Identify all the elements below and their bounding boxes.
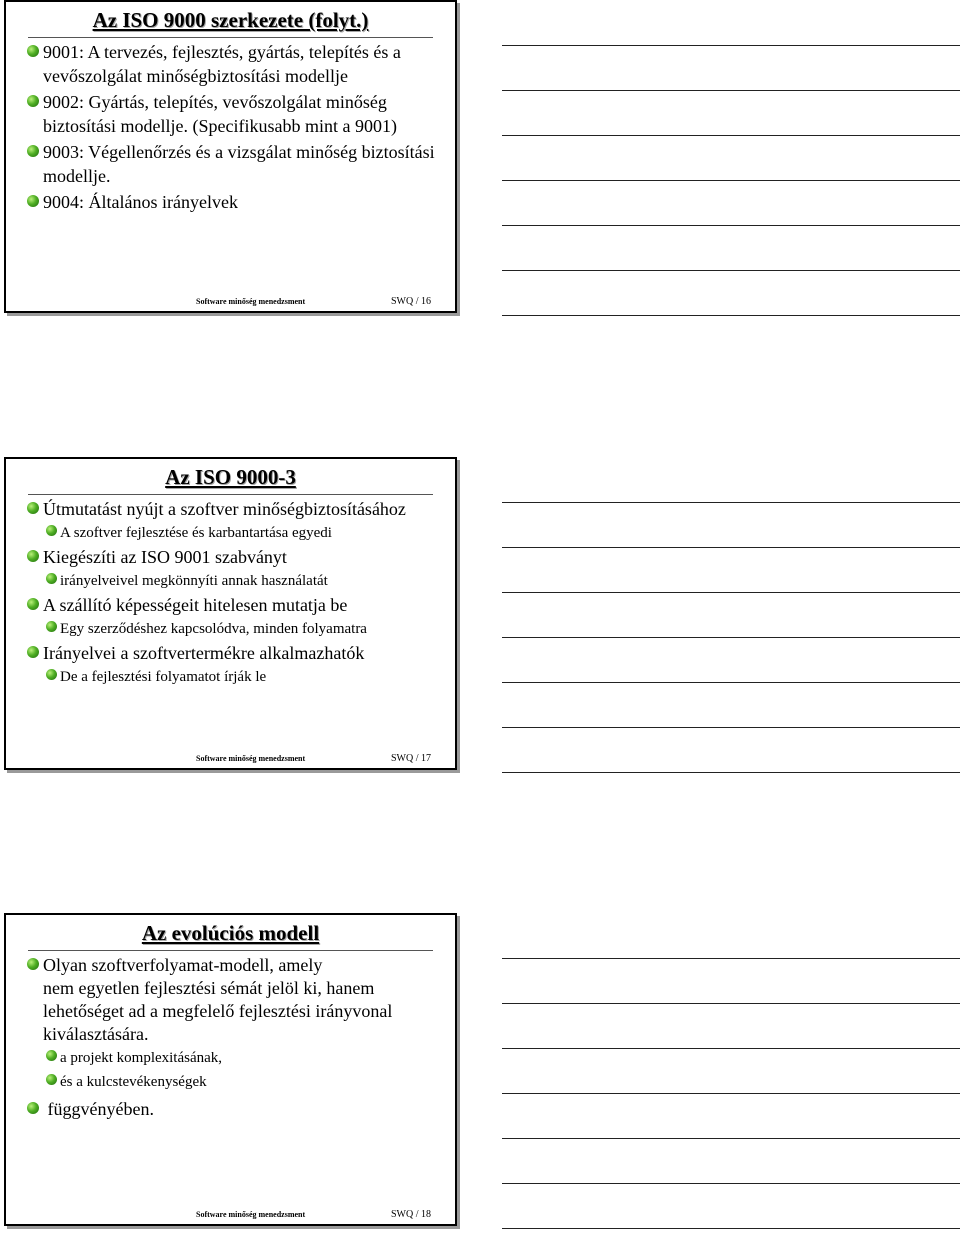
slide-16 — [4, 0, 457, 313]
slide-footer — [196, 1209, 431, 1220]
bullet-item: 9004: Általános irányelvek — [26, 190, 447, 214]
note-line — [502, 547, 960, 548]
note-line — [502, 315, 960, 316]
note-line — [502, 90, 960, 91]
slide-title: Az evolúciós modell — [141, 921, 320, 945]
note-line — [502, 682, 960, 683]
bullet-item: 9003: Végellenőrzés és a vizsgálat minőség biztosítási modellje. — [26, 140, 447, 188]
footer-slide-number: SWQ / 16 — [391, 296, 431, 307]
slide-content — [26, 953, 447, 1121]
green-sphere-bullet-icon — [27, 95, 39, 107]
green-sphere-bullet-icon — [27, 598, 39, 610]
green-sphere-bullet-icon — [46, 573, 57, 584]
footer-slide-number: SWQ / 18 — [391, 1209, 431, 1220]
bullet-item: 9001: A tervezés, fejlesztés, gyártás, telepítés és a vevőszolgálat minőségbiztosítási modellje — [26, 40, 447, 88]
bullet-item: Kiegészíti az ISO 9001 szabványt — [26, 545, 447, 569]
title-divider — [28, 494, 433, 495]
note-line — [502, 1138, 960, 1139]
footer-course-name: Software minőség menedzsment — [196, 1210, 306, 1219]
note-line — [502, 592, 960, 593]
note-line — [502, 45, 960, 46]
green-sphere-bullet-icon — [46, 669, 57, 680]
note-line — [502, 135, 960, 136]
note-line — [502, 1093, 960, 1094]
green-sphere-bullet-icon — [27, 1102, 39, 1114]
sub-bullet-item: De a fejlesztési folyamatot írják le — [26, 665, 447, 689]
bullet-item: 9002: Gyártás, telepítés, vevőszolgálat minőség biztosítási modellje. (Specifikusabb mint a 9001) — [26, 90, 447, 138]
note-line — [502, 637, 960, 638]
green-sphere-bullet-icon — [27, 195, 39, 207]
bullet-item: függvényében. — [26, 1097, 447, 1121]
footer-course-name: Software minőség menedzsment — [196, 297, 306, 306]
sub-bullet-item: A szoftver fejlesztése és karbantartása egyedi — [26, 521, 447, 545]
note-line — [502, 225, 960, 226]
green-sphere-bullet-icon — [46, 1074, 57, 1085]
green-sphere-bullet-icon — [27, 145, 39, 157]
green-sphere-bullet-icon — [46, 525, 57, 536]
slide-footer — [196, 296, 431, 307]
green-sphere-bullet-icon — [27, 502, 39, 514]
note-line — [502, 1228, 960, 1229]
green-sphere-bullet-icon — [27, 958, 39, 970]
bullet-item: Irányelvei a szoftvertermékre alkalmazhatók — [26, 641, 447, 665]
green-sphere-bullet-icon — [27, 45, 39, 57]
sub-bullet-item: a projekt komplexitásának, — [26, 1046, 447, 1070]
green-sphere-bullet-icon — [46, 621, 57, 632]
slide-footer — [196, 753, 431, 764]
note-line — [502, 502, 960, 503]
sub-bullet-item: irányelveivel megkönnyíti annak használatát — [26, 569, 447, 593]
note-line — [502, 727, 960, 728]
green-sphere-bullet-icon — [46, 1050, 57, 1061]
slide-18 — [4, 913, 457, 1226]
bullet-item: Útmutatást nyújt a szoftver minőségbiztosításához — [26, 497, 447, 521]
bullet-item: A szállító képességeit hitelesen mutatja be — [26, 593, 447, 617]
slide-title: Az ISO 9000 szerkezete (folyt.) — [92, 8, 369, 32]
footer-course-name: Software minőség menedzsment — [196, 754, 306, 763]
footer-slide-number: SWQ / 17 — [391, 753, 431, 764]
green-sphere-bullet-icon — [27, 550, 39, 562]
note-line — [502, 1003, 960, 1004]
note-line — [502, 772, 960, 773]
green-sphere-bullet-icon — [27, 646, 39, 658]
slide-17 — [4, 457, 457, 770]
title-divider — [28, 37, 433, 38]
continuation-line: kiválasztására. — [43, 1024, 149, 1044]
slide-content — [26, 40, 447, 214]
slide-title: Az ISO 9000-3 — [165, 465, 296, 489]
slide-content — [26, 497, 447, 689]
note-line — [502, 180, 960, 181]
note-line — [502, 1183, 960, 1184]
note-line — [502, 958, 960, 959]
sub-bullet-item: és a kulcstevékenységek — [26, 1070, 447, 1094]
sub-bullet-item: Egy szerződéshez kapcsolódva, minden folyamatra — [26, 617, 447, 641]
note-line — [502, 1048, 960, 1049]
continuation-line: lehetőséget ad a megfelelő fejlesztési irányvonal — [43, 1001, 393, 1021]
note-line — [502, 270, 960, 271]
continuation-line: nem egyetlen fejlesztési sémát jelöl ki, hanem — [43, 978, 375, 998]
title-divider — [28, 950, 433, 951]
bullet-item: Olyan szoftverfolyamat-modell, amely — [26, 953, 447, 977]
